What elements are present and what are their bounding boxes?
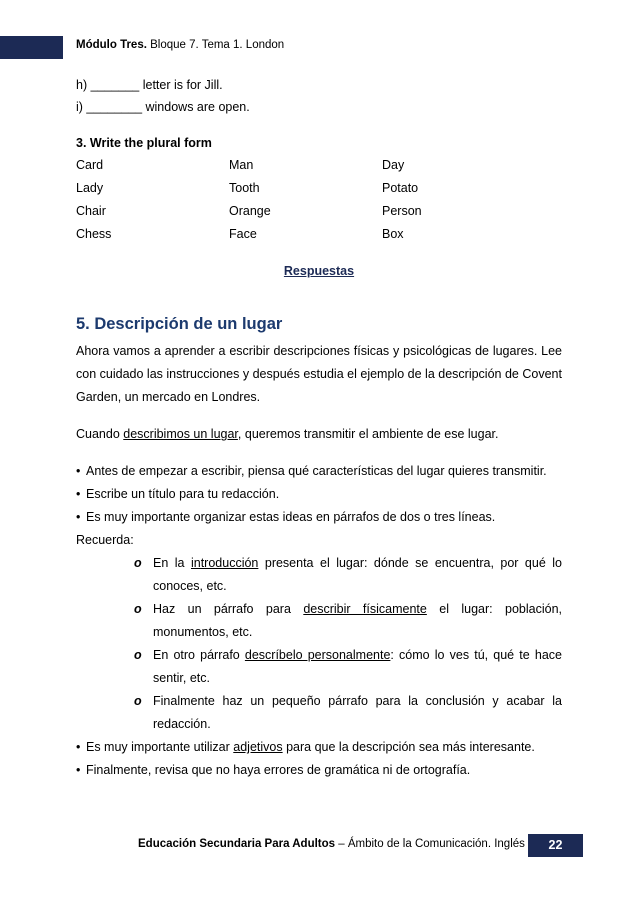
plural-word: Potato bbox=[382, 181, 419, 195]
text: : cómo lo ves tú, qué te hace sentir, etc. bbox=[153, 648, 562, 685]
plural-word: Man bbox=[229, 158, 254, 172]
underlined-term: introducción bbox=[190, 556, 259, 570]
sub-item bbox=[76, 552, 562, 598]
describe-paragraph bbox=[76, 423, 562, 446]
bullet-icon: • bbox=[76, 464, 81, 478]
section5-title: 5. Descripción de un lugar bbox=[76, 315, 283, 333]
plural-row bbox=[76, 154, 562, 177]
plural-word: Lady bbox=[76, 181, 104, 195]
underlined-term: describir físicamente bbox=[303, 602, 427, 616]
answers-link[interactable]: Respuestas bbox=[283, 264, 355, 278]
text: , queremos transmitir el ambiente de ese lugar. bbox=[237, 427, 499, 441]
underlined-term: descríbelo personalmente bbox=[244, 648, 391, 662]
footer-course: Educación Secundaria Para Adultos bbox=[138, 838, 336, 850]
intro-paragraph: Ahora vamos a aprender a escribir descripciones físicas y psicológicas de lugares. Lee con cuidado las instrucciones y después estudia el ejemplo de la descripción de Covent Garden, un mercado en Londres. bbox=[76, 344, 562, 404]
answers-row bbox=[76, 260, 562, 282]
plural-row bbox=[76, 200, 562, 223]
page-content bbox=[76, 74, 562, 782]
list-item-text: Es muy importante organizar estas ideas en párrafos de dos o tres líneas. bbox=[86, 510, 496, 524]
plural-word: Tooth bbox=[229, 181, 260, 195]
text: presenta el lugar: dónde se encuentra, por qué lo conoces, etc. bbox=[153, 556, 562, 593]
list-item-text: Finalmente, revisa que no haya errores de gramática ni de ortografía. bbox=[86, 763, 471, 777]
bullet-icon: • bbox=[76, 510, 81, 524]
list-item bbox=[76, 736, 562, 759]
underlined-term: describimos un lugar bbox=[123, 427, 238, 441]
sub-item bbox=[76, 690, 562, 736]
plural-word: Person bbox=[382, 204, 422, 218]
list-item bbox=[76, 506, 562, 529]
text: Cuando bbox=[76, 427, 124, 441]
list-item bbox=[76, 460, 562, 483]
plural-word: Orange bbox=[229, 204, 271, 218]
plural-word: Chair bbox=[76, 204, 106, 218]
bullet-icon: • bbox=[76, 487, 81, 501]
bullet-icon: • bbox=[76, 740, 81, 754]
underlined-term: adjetivos bbox=[233, 740, 283, 754]
exercise-line-i: i) ________ windows are open. bbox=[76, 100, 250, 114]
header-module: Módulo Tres. bbox=[76, 39, 147, 51]
circle-bullet-icon: o bbox=[134, 648, 142, 662]
text: Haz un párrafo para bbox=[153, 602, 304, 616]
plural-word: Box bbox=[382, 227, 404, 241]
page-footer bbox=[138, 838, 525, 850]
list-item-text: Antes de empezar a escribir, piensa qué características del lugar quieres transmitir. bbox=[86, 464, 547, 478]
circle-bullet-icon: o bbox=[134, 602, 142, 616]
section3-title: 3. Write the plural form bbox=[76, 136, 212, 150]
list-item bbox=[76, 483, 562, 506]
plural-word: Card bbox=[76, 158, 104, 172]
text: el lugar: población, monumentos, etc. bbox=[153, 602, 563, 639]
text: En la bbox=[153, 556, 191, 570]
plural-word: Face bbox=[229, 227, 257, 241]
header-color-bar bbox=[0, 36, 63, 59]
sub-item bbox=[76, 598, 562, 644]
list-item bbox=[76, 759, 562, 782]
footer-subject: – Ámbito de la Comunicación. Inglés bbox=[335, 838, 525, 850]
plural-row bbox=[76, 223, 562, 246]
recuerda-label: Recuerda: bbox=[76, 533, 134, 547]
plural-word: Day bbox=[382, 158, 405, 172]
text: para que la descripción sea más interesante. bbox=[282, 740, 535, 754]
list-item-text: Escribe un título para tu redacción. bbox=[86, 487, 280, 501]
page-header bbox=[76, 39, 284, 51]
plural-word: Chess bbox=[76, 227, 112, 241]
circle-bullet-icon: o bbox=[134, 694, 142, 708]
circle-bullet-icon: o bbox=[134, 556, 142, 570]
exercise-line-h: h) _______ letter is for Jill. bbox=[76, 78, 223, 92]
page-number: 22 bbox=[528, 834, 583, 857]
text: Finalmente haz un pequeño párrafo para la conclusión y acabar la redacción. bbox=[153, 694, 562, 731]
plural-row bbox=[76, 177, 562, 200]
tips-list bbox=[76, 460, 562, 782]
header-topic: Bloque 7. Tema 1. London bbox=[146, 39, 285, 51]
bullet-icon: • bbox=[76, 763, 81, 777]
text: En otro párrafo bbox=[153, 648, 245, 662]
sub-item bbox=[76, 644, 562, 690]
text: Es muy importante utilizar bbox=[86, 740, 234, 754]
